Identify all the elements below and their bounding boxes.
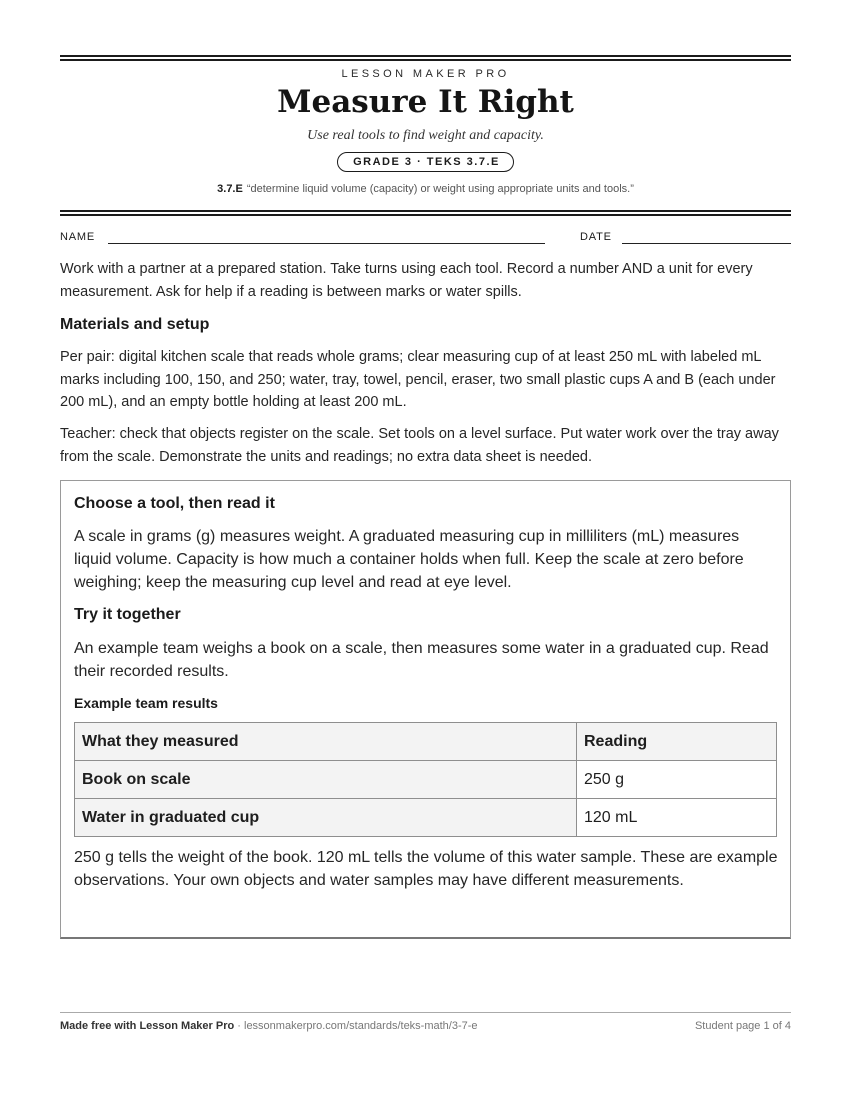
- materials-per-pair: Per pair: digital kitchen scale that reads whole grams; clear measuring cup of at least 250 mL with labeled mL marks including 100, 150, and 250; water, tray, towel, pencil, eraser, two small plastic cups A and B (each under 200 mL), and an empty bottle holding at least 200 mL.: [60, 349, 776, 410]
- header-divider: [60, 210, 791, 216]
- row-value-water: 120 mL: [577, 799, 777, 837]
- top-divider: [60, 55, 791, 61]
- footer-credit: [60, 1020, 478, 1032]
- standard-text: “determine liquid volume (capacity) or weight using appropriate units and tools.”: [246, 183, 634, 195]
- activity-box: [60, 480, 791, 939]
- date-field[interactable]: [622, 243, 791, 244]
- name-label: NAME: [60, 231, 95, 243]
- footer-made-with: Made free with Lesson Maker Pro: [60, 1020, 235, 1032]
- name-date-row: [60, 231, 791, 247]
- column-header-reading: Reading: [577, 723, 777, 761]
- results-explanation: 250 g tells the weight of the book. 120 mL tells the volume of this water sample. These are example observations. Your own objects and water samples may have different measurements.: [74, 849, 778, 889]
- table-header-row: [75, 723, 777, 761]
- table-caption: Example team results: [74, 695, 218, 711]
- table-row: [75, 799, 777, 837]
- grade-badge: GRADE 3 · TEKS 3.7.E: [337, 152, 514, 172]
- row-value-book: 250 g: [577, 761, 777, 799]
- choose-tool-heading: Choose a tool, then read it: [74, 495, 275, 512]
- badge-container: [60, 152, 791, 172]
- table-row: [75, 761, 777, 799]
- intro-text: Work with a partner at a prepared station. Take turns using each tool. Record a number AND a unit for every measurement. Ask for help if a reading is between marks or water spills.: [60, 261, 753, 300]
- teacher-note: Teacher: check that objects register on the scale. Set tools on a level surface. Put water work over the tray away from the scale. Demonstrate the units and readings; no extra data sheet is needed.: [60, 426, 779, 465]
- row-label-water: Water in graduated cup: [75, 799, 577, 837]
- results-table: [74, 722, 777, 837]
- name-field[interactable]: [108, 243, 545, 244]
- page-number: Student page 1 of 4: [694, 1020, 791, 1032]
- date-label: DATE: [580, 231, 612, 243]
- try-together-heading: Try it together: [74, 606, 181, 623]
- page-subtitle: Use real tools to find weight and capacity.: [307, 128, 544, 143]
- materials-heading: Materials and setup: [60, 316, 210, 333]
- standard-code: 3.7.E: [217, 183, 243, 195]
- column-header-measured: What they measured: [75, 723, 577, 761]
- row-label-book: Book on scale: [75, 761, 577, 799]
- choose-tool-text: A scale in grams (g) measures weight. A graduated measuring cup in milliliters (mL) measures liquid volume. Capacity is how much a container holds when full. Keep the scale at zero before weighing; keep the measuring cup level and read at eye level.: [74, 528, 744, 591]
- page-title: Measure It Right: [277, 84, 574, 120]
- brand-name: LESSON MAKER PRO: [341, 68, 510, 80]
- try-together-text: An example team weighs a book on a scale, then measures some water in a graduated cup. Read their recorded results.: [74, 640, 769, 680]
- footer-url[interactable]: · lessonmakerpro.com/standards/teks-math/3-7-e: [234, 1020, 478, 1032]
- standard-line: [60, 183, 791, 195]
- footer-divider: [60, 1012, 791, 1013]
